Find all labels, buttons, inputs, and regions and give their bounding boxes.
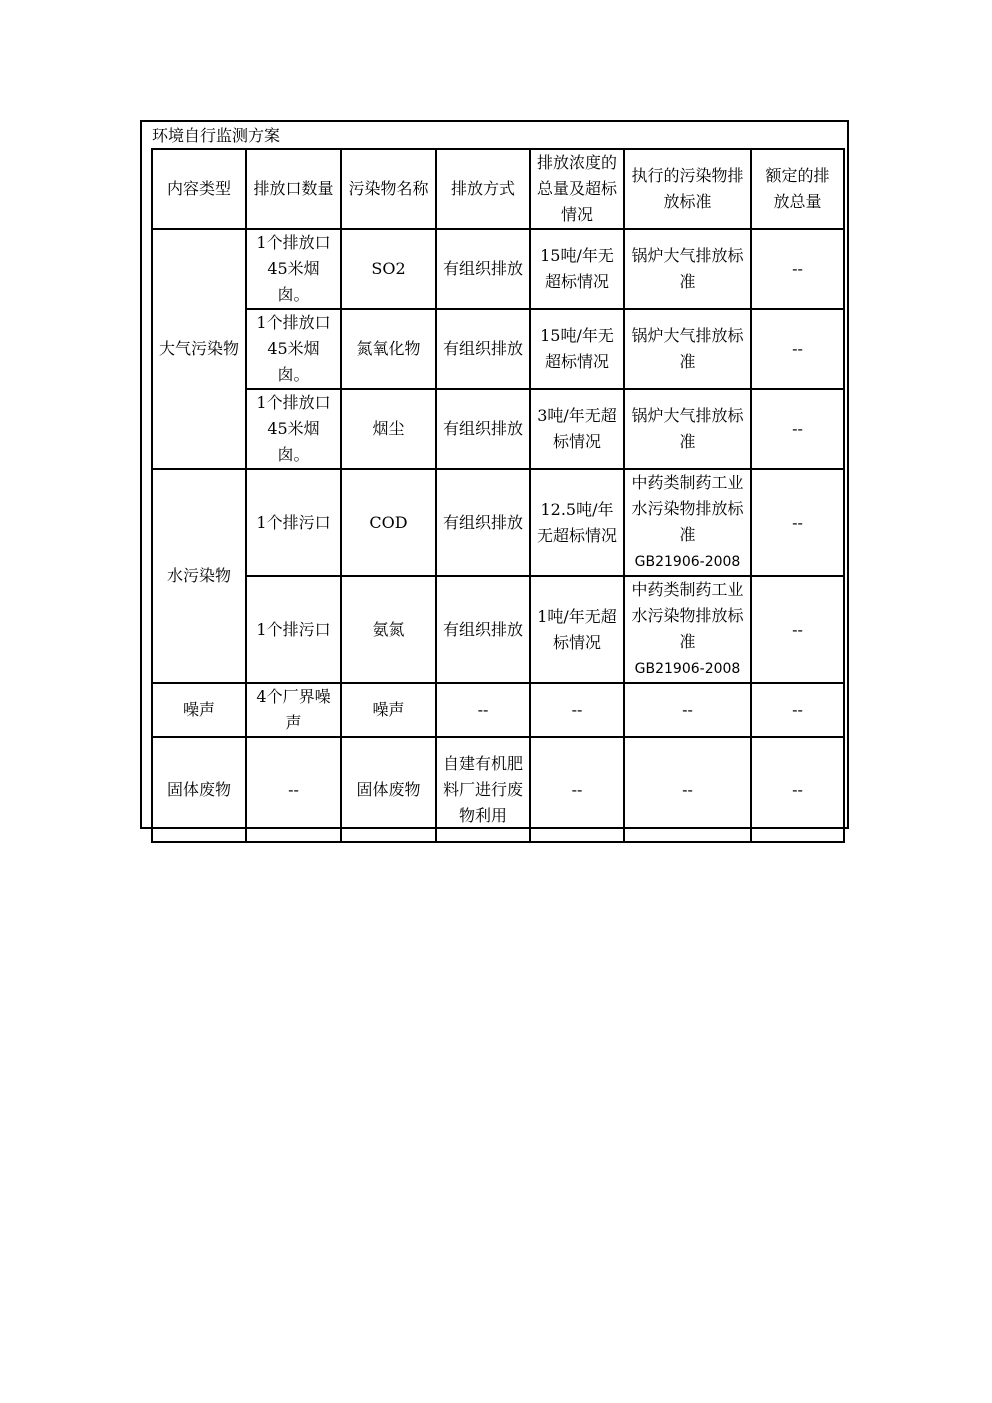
air-row3-standard: 锅炉大气排放标准 — [624, 389, 751, 469]
table-row — [152, 576, 844, 683]
table-row — [152, 737, 844, 842]
table-header-row — [152, 149, 844, 229]
air-row3-concentration: 3吨/年无超标情况 — [530, 389, 624, 469]
air-row2-pollutant: 氮氧化物 — [341, 309, 436, 389]
air-row1-concentration: 15吨/年无超标情况 — [530, 229, 624, 309]
air-row1-method: 有组织排放 — [436, 229, 530, 309]
table-row — [152, 309, 844, 389]
water-row1-concentration: 12.5吨/年无超标情况 — [530, 469, 624, 576]
water-row2-concentration: 1吨/年无超标情况 — [530, 576, 624, 683]
noise-quota: -- — [751, 683, 844, 737]
water-row1-standard-code: GB21906-2008 — [634, 554, 741, 570]
header-pollutant: 污染物名称 — [341, 149, 436, 229]
air-row3-pollutant: 烟尘 — [341, 389, 436, 469]
monitoring-plan-frame — [140, 120, 849, 829]
solid-method: 自建有机肥料厂进行废物利用 — [436, 737, 530, 842]
plan-title: 环境自行监测方案 — [152, 126, 281, 145]
air-row2-method: 有组织排放 — [436, 309, 530, 389]
water-row2-standard — [624, 576, 751, 683]
header-concentration: 排放浓度的总量及超标情况 — [530, 149, 624, 229]
group-air-type: 大气污染物 — [152, 229, 246, 469]
solid-standard: -- — [624, 737, 751, 842]
water-row2-method: 有组织排放 — [436, 576, 530, 683]
water-row1-method: 有组织排放 — [436, 469, 530, 576]
water-row1-standard-name: 中药类制药工业水污染物排放标准 — [631, 473, 744, 544]
group-solid-type: 固体废物 — [152, 737, 246, 842]
water-row2-standard-name: 中药类制药工业水污染物排放标准 — [631, 580, 744, 651]
header-quota: 额定的排放总量 — [751, 149, 844, 229]
water-row2-outlets: 1个排污口 — [246, 576, 341, 683]
air-row2-quota: -- — [751, 309, 844, 389]
solid-outlets: -- — [246, 737, 341, 842]
noise-concentration: -- — [530, 683, 624, 737]
solid-quota: -- — [751, 737, 844, 842]
table-row — [152, 683, 844, 737]
water-row1-pollutant: COD — [341, 469, 436, 576]
solid-concentration: -- — [530, 737, 624, 842]
air-row3-quota: -- — [751, 389, 844, 469]
noise-pollutant: 噪声 — [341, 683, 436, 737]
water-row1-outlets: 1个排污口 — [246, 469, 341, 576]
noise-method: -- — [436, 683, 530, 737]
water-row2-standard-code: GB21906-2008 — [634, 661, 741, 677]
air-row1-pollutant: SO2 — [341, 229, 436, 309]
group-water-type: 水污染物 — [152, 469, 246, 683]
water-row1-quota: -- — [751, 469, 844, 576]
table-row — [152, 389, 844, 469]
air-row2-outlets: 1个排放口45米烟囱。 — [246, 309, 341, 389]
header-method: 排放方式 — [436, 149, 530, 229]
table-row — [152, 229, 844, 309]
water-row2-pollutant: 氨氮 — [341, 576, 436, 683]
noise-standard: -- — [624, 683, 751, 737]
header-type: 内容类型 — [152, 149, 246, 229]
solid-pollutant: 固体废物 — [341, 737, 436, 842]
air-row2-concentration: 15吨/年无超标情况 — [530, 309, 624, 389]
group-noise-type: 噪声 — [152, 683, 246, 737]
air-row1-outlets: 1个排放口45米烟囱。 — [246, 229, 341, 309]
air-row3-outlets: 1个排放口45米烟囱。 — [246, 389, 341, 469]
monitoring-table — [151, 148, 845, 843]
air-row1-standard: 锅炉大气排放标准 — [624, 229, 751, 309]
air-row2-standard: 锅炉大气排放标准 — [624, 309, 751, 389]
noise-outlets: 4个厂界噪声 — [246, 683, 341, 737]
table-row — [152, 469, 844, 576]
water-row2-quota: -- — [751, 576, 844, 683]
header-outlets: 排放口数量 — [246, 149, 341, 229]
air-row3-method: 有组织排放 — [436, 389, 530, 469]
header-standard: 执行的污染物排放标准 — [624, 149, 751, 229]
water-row1-standard — [624, 469, 751, 576]
air-row1-quota: -- — [751, 229, 844, 309]
